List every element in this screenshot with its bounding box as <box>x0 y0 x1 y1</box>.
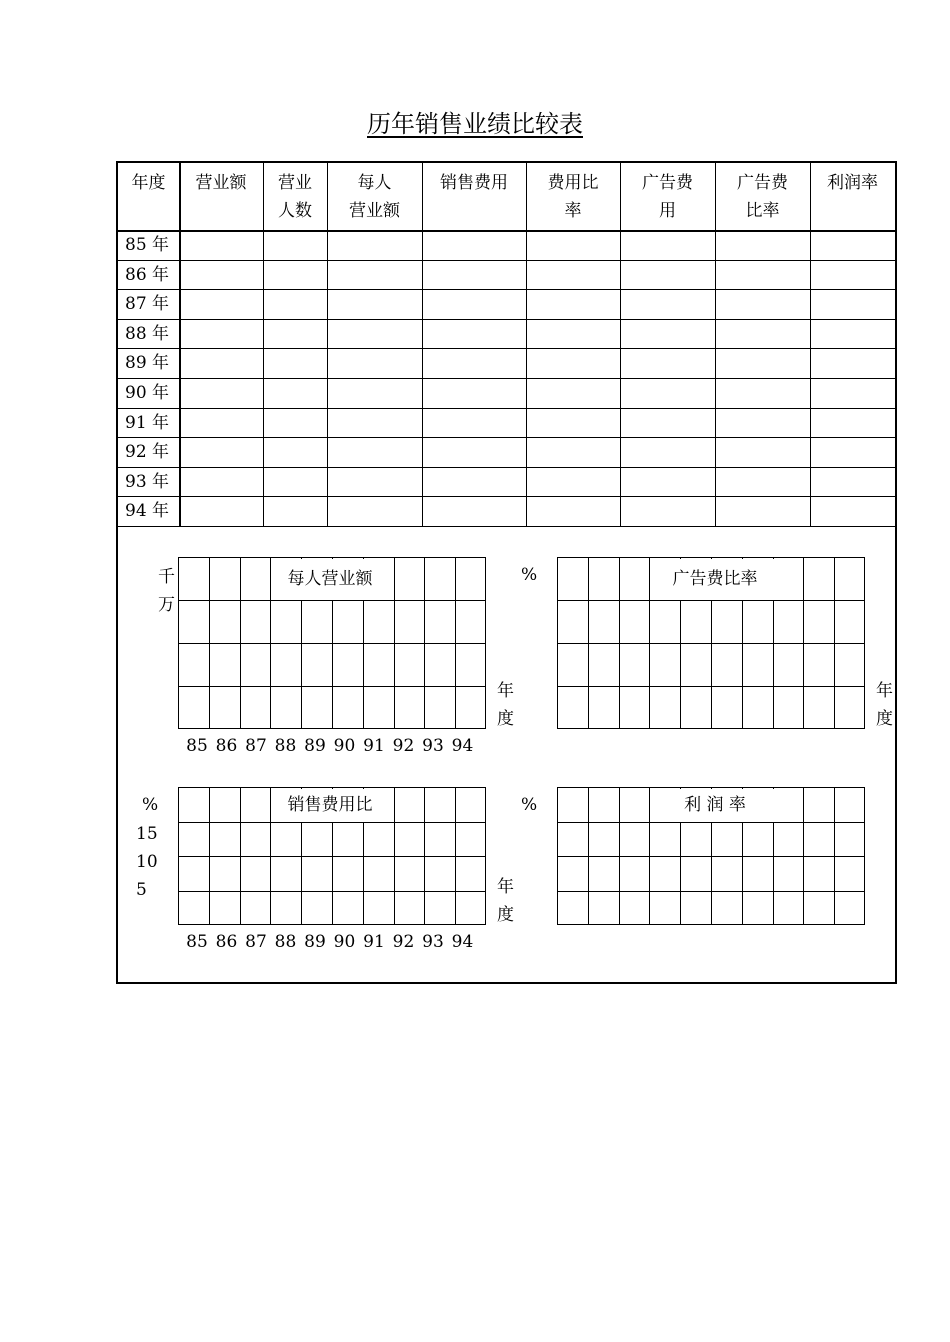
y-tick-label: 5 <box>136 880 147 900</box>
chart-grid <box>178 787 486 925</box>
x-tick-label: 90 <box>333 736 356 756</box>
column-rule <box>810 163 811 526</box>
chart-title: 广告费比率 <box>652 559 778 600</box>
row-rule <box>118 378 895 379</box>
y-unit-label: % <box>521 565 538 585</box>
x-tick-label: 89 <box>304 736 326 756</box>
y-tick-label: 15 <box>136 824 158 844</box>
x-tick-label: 86 <box>215 932 238 952</box>
x-tick-label: 92 <box>392 736 415 756</box>
comparison-table <box>116 161 897 984</box>
column-header <box>422 169 526 197</box>
x-tick-label: 88 <box>274 932 297 952</box>
x-tick-label: 91 <box>363 932 385 952</box>
row-year-label: 85 年 <box>125 235 170 255</box>
row-rule <box>118 260 895 261</box>
column-header-line: 营业 <box>278 173 312 193</box>
chart-title: 销售费用比 <box>271 789 389 822</box>
column-header-line: 用 <box>659 201 676 221</box>
x-axis-label: 年 <box>497 877 514 897</box>
column-header <box>810 169 895 197</box>
x-tick-label: 88 <box>274 736 297 756</box>
column-header-line: 比率 <box>745 201 780 221</box>
header-rule <box>118 230 895 232</box>
row-year-label: 89 年 <box>125 353 170 374</box>
column-header-line: 广告费 <box>737 173 788 193</box>
x-tick-label: 86 <box>215 736 238 756</box>
page-title: 历年销售业绩比较表 <box>367 110 583 138</box>
row-rule <box>118 289 895 290</box>
chart-grid-row <box>558 600 864 601</box>
chart-grid-row <box>558 822 864 823</box>
column-header <box>620 169 715 225</box>
y-tick-label: 10 <box>136 852 158 872</box>
x-tick-label: 94 <box>451 736 474 756</box>
column-header-line: 人数 <box>278 201 312 221</box>
column-rule <box>422 163 423 526</box>
x-tick-label: 85 <box>186 736 208 756</box>
row-year-label: 94 年 <box>125 501 170 522</box>
chart-grid-row <box>179 686 485 687</box>
x-tick-label: 89 <box>304 932 326 952</box>
chart-title: 利 润 率 <box>652 789 778 822</box>
chart-grid-row <box>558 686 864 687</box>
column-header-line: 营业额 <box>195 173 247 193</box>
row-year-label: 92 年 <box>125 442 170 463</box>
column-header-line: 率 <box>564 201 582 221</box>
row-year-label: 91 年 <box>125 412 170 433</box>
x-axis-label: 年 <box>876 681 893 701</box>
x-axis-label: 度 <box>497 905 514 925</box>
row-rule <box>118 408 895 409</box>
chart-grid <box>178 557 486 729</box>
chart-grid <box>557 557 865 729</box>
x-tick-label: 90 <box>333 932 356 952</box>
chart-grid-row <box>179 856 485 857</box>
column-header <box>263 169 327 225</box>
x-tick-label: 93 <box>422 932 444 952</box>
x-tick-label: 87 <box>245 932 267 952</box>
row-rule <box>118 526 895 527</box>
row-rule <box>118 437 895 438</box>
chart-grid-row <box>179 822 485 823</box>
row-rule <box>118 496 895 497</box>
x-tick-label: 85 <box>186 932 208 952</box>
chart-grid-row <box>558 643 864 644</box>
row-year-label: 90 年 <box>125 383 170 403</box>
y-unit-label: % <box>142 795 159 815</box>
y-unit-label: 千 <box>158 567 175 587</box>
x-axis-label: 度 <box>876 709 893 729</box>
chart-grid-row <box>179 643 485 644</box>
row-rule <box>118 467 895 468</box>
column-header <box>179 169 263 197</box>
column-header <box>526 169 620 225</box>
column-header-line: 年度 <box>131 173 166 193</box>
column-header-line: 每人 <box>357 173 392 193</box>
column-header-line: 销售费用 <box>440 173 508 193</box>
x-tick-label: 87 <box>245 736 267 756</box>
chart-grid-row <box>179 891 485 892</box>
column-header <box>715 169 810 225</box>
chart-title: 每人营业额 <box>271 559 389 600</box>
row-year-label: 93 年 <box>125 471 170 492</box>
chart-grid-row <box>558 891 864 892</box>
y-unit-label: 万 <box>158 595 175 615</box>
column-rule <box>179 163 181 526</box>
row-year-label: 86 年 <box>125 264 170 285</box>
x-tick-label: 92 <box>392 932 415 952</box>
x-tick-label: 91 <box>363 736 385 756</box>
x-tick-label: 93 <box>422 736 444 756</box>
column-header-line: 费用比 <box>547 173 599 193</box>
x-axis-label: 年 <box>497 681 514 701</box>
column-header-line: 广告费 <box>642 173 693 193</box>
row-year-label: 88 年 <box>125 323 170 344</box>
column-header <box>327 169 422 225</box>
column-header <box>118 169 179 197</box>
row-year-label: 87 年 <box>125 294 170 315</box>
chart-grid-row <box>179 600 485 601</box>
row-rule <box>118 319 895 320</box>
row-rule <box>118 348 895 349</box>
chart-grid <box>557 787 865 925</box>
column-header-line: 营业额 <box>349 201 400 221</box>
y-unit-label: % <box>521 795 538 815</box>
x-axis-label: 度 <box>497 709 514 729</box>
chart-grid-row <box>558 856 864 857</box>
column-header-line: 利润率 <box>827 173 878 193</box>
x-tick-label: 94 <box>451 932 474 952</box>
